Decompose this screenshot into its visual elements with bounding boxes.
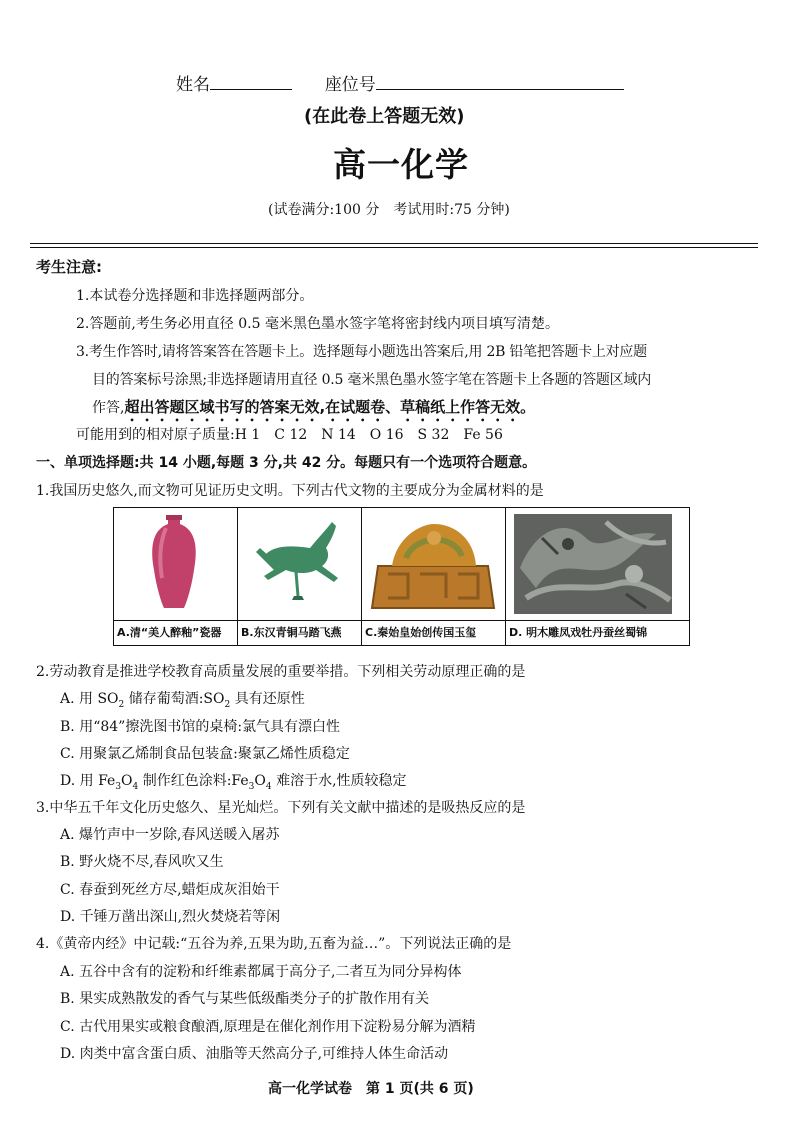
notice-heading: 考生注意: (36, 258, 102, 276)
q1-caption-c: C.秦始皇始创传国玉玺 (362, 620, 505, 645)
q1-caption-d: D. 明木雕凤戏牡丹蚕丝蜀锦 (506, 620, 689, 645)
atomic-mass-line: 可能用到的相对原子质量:H 1 C 12 N 14 O 16 S 32 Fe 56 (76, 427, 503, 443)
q4-option-b: B. 果实成熟散发的香气与某些低级酯类分子的扩散作用有关 (60, 991, 430, 1007)
page-footer: 高一化学试卷 第 1 页(共 6 页) (268, 1081, 474, 1097)
top-rule-2 (30, 247, 758, 248)
q1-option-d-cell (506, 508, 690, 646)
q1-caption-b: B.东汉青铜马踏飞燕 (238, 620, 361, 645)
top-rule-1 (30, 243, 758, 244)
notice-item-3-line3 (92, 396, 535, 425)
q4-option-a: A. 五谷中含有的淀粉和纤维素都属于高分子,二者互为同分异构体 (60, 964, 462, 980)
q1-stem: 1.我国历史悠久,而文物可见证历史文明。下列古代文物的主要成分为金属材料的是 (36, 483, 544, 499)
notice-item-1: 1.本试卷分选择题和非选择题两部分。 (76, 288, 314, 304)
q3-option-a: A. 爆竹声中一岁除,春风送暖入屠苏 (60, 827, 280, 843)
q2-option-b: B. 用“84”擦洗图书馆的桌椅:氯气具有漂白性 (60, 719, 341, 735)
q1-option-a-cell (114, 508, 238, 646)
name-seat-line (176, 70, 624, 95)
q3-stem: 3.中华五千年文化历史悠久、星光灿烂。下列有关文献中描述的是吸热反应的是 (36, 800, 526, 816)
q2-stem: 2.劳动教育是推进学校教育高质量发展的重要举措。下列相关劳动原理正确的是 (36, 664, 526, 680)
score-info: (试卷满分:100 分 考试用时:75 分钟) (268, 202, 510, 218)
q3-option-b: B. 野火烧不尽,春风吹又生 (60, 854, 224, 870)
q2-option-d: D. 用 $Fe_3O_4$ 制作红色涂料$:Fe_3O_4$ 难溶于水,性质较稳定 (60, 773, 407, 792)
wood-carving-icon (506, 508, 689, 620)
vase-icon (114, 508, 237, 620)
bronze-horse-icon (238, 508, 361, 620)
q3-option-d: D. 千锤万凿出深山,烈火焚烧若等闲 (60, 909, 281, 925)
q2-option-a: A. 用 $SO_2$ 储存葡萄酒$:SO_2$ 具有还原性 (60, 691, 305, 710)
q1-option-d-image (506, 508, 689, 620)
q3-option-c: C. 春蚕到死丝方尽,蜡炬成灰泪始干 (60, 882, 280, 898)
q1-option-c-cell (362, 508, 506, 646)
seat-blank (376, 75, 624, 90)
notice-item-3-line1: 3.考生作答时,请将答案答在答题卡上。选择题每小题选出答案后,用 2B 铅笔把答题卡上对应题 (76, 344, 647, 360)
name-label: 姓名 (176, 75, 210, 95)
q4-option-c: C. 古代用果实或粮食酿酒,原理是在催化剂作用下淀粉易分解为酒精 (60, 1019, 476, 1035)
notice-item-3-line2: 目的答案标号涂黑;非选择题请用直径 0.5 毫米黑色墨水签字笔在答题卡上各题的答题区域内 (92, 372, 652, 388)
q1-caption-a: A.清“美人醉釉”瓷器 (114, 620, 237, 645)
page-title: 高一化学 (333, 145, 469, 184)
q4-option-d: D. 肉类中富含蛋白质、油脂等天然高分子,可维持人体生命活动 (60, 1046, 449, 1062)
invalid-note: (在此卷上答题无效) (304, 106, 465, 127)
q1-option-b-image (238, 508, 361, 620)
q1-option-c-image (362, 508, 505, 620)
notice-item-3-line3-start: 作答, (92, 400, 125, 416)
q1-option-a-image (114, 508, 237, 620)
q1-artifact-table (113, 507, 690, 646)
jade-seal-icon (362, 508, 505, 620)
q2-option-c: C. 用聚氯乙烯制食品包装盒:聚氯乙烯性质稳定 (60, 746, 350, 762)
q4-stem: 4.《黄帝内经》中记载:“五谷为养,五果为助,五畜为益…”。下列说法正确的是 (36, 936, 512, 952)
section-1-heading: 一、单项选择题:共 14 小题,每题 3 分,共 42 分。每题只有一个选项符合题意。 (36, 455, 537, 471)
q1-option-b-cell (238, 508, 362, 646)
notice-emphasis: 超出答题区域书写的答案无效,在试题卷、草稿纸上作答无效。 (124, 398, 536, 416)
name-blank (210, 75, 292, 90)
notice-item-2: 2.答题前,考生务必用直径 0.5 毫米黑色墨水签字笔将密封线内项目填写清楚。 (76, 316, 559, 332)
seat-label: 座位号 (324, 75, 376, 95)
